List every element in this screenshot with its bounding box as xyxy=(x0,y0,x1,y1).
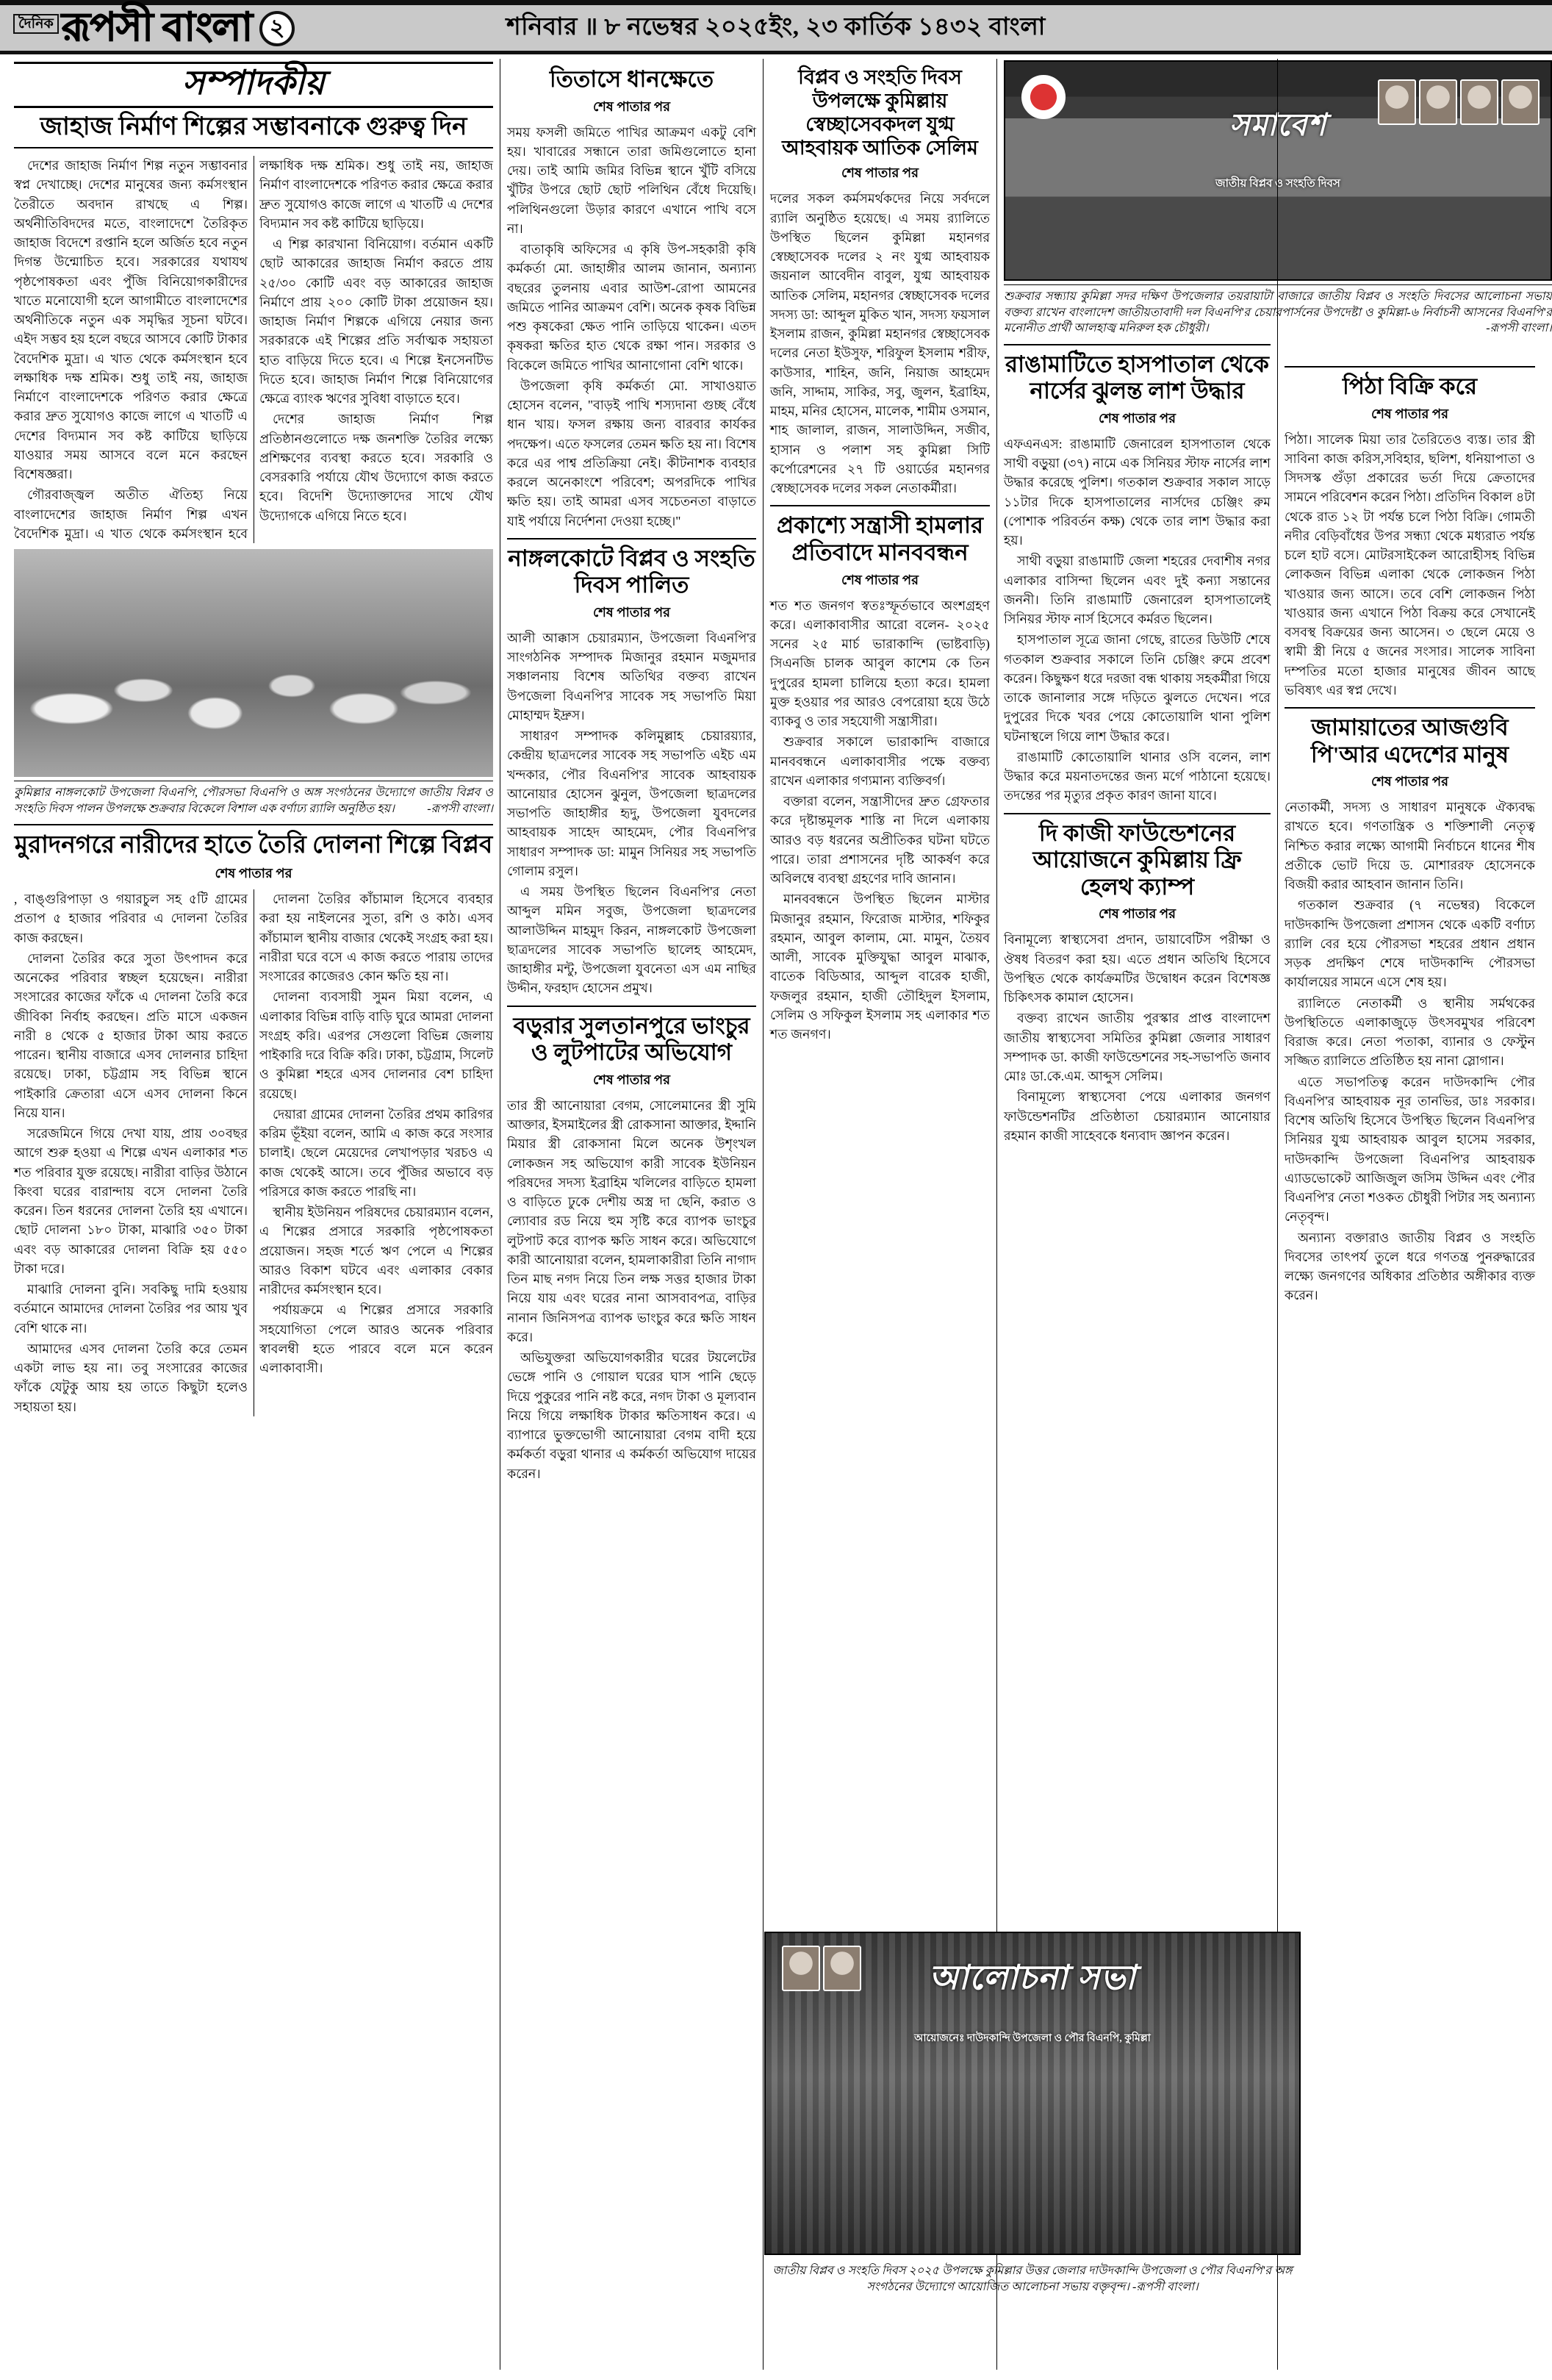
bottom-banner-caption xyxy=(764,2259,1301,2295)
biplob-story-paragraph: দলের সকল কর্মসমর্থকদের নিয়ে সর্বদলে র‌্যালি অনুষ্ঠিত হয়েছে। এ সময় র‌্যালিতে উপস্থিত ছিলেন কুমিল্লা মহানগর স্বেচ্ছাসেবক দলের ২ নং যুগ্ম আহবায়ক জয়নাল আবেদীন বাবুল, যুগ্ম আহবায়ক আতিক সেলিম, মহানগর স্বেচ্ছাসেবক দলের সদস্য ডা: আব্দুল মুকিত খান, সদস্য ফয়সাল ইসলাম রাজন, কুমিল্লা মহানগর স্বেচ্ছাসেবক দলের নেতা ইউসুফ, শরিফুল ইসলাম শরীফ, কাউসার, শাহিন, জনি, নিয়াজ আহমেদ জনি, সাদ্দাম, সাকির, সবু, জুলন, ইব্রাহিম, মাহম, মনির হোসেন, মালেক, শামীম ওসমান, শাহ জালাল, রাজন, সালাউদ্দিন, সজীব, হাসান ও পলাশ সহ কুমিল্লা সিটি কর্পোরেশনের ২৭ টি ওয়ার্ডের মহানগর স্বেচ্ছাসেবক দলের সকল নেতাকর্মীরা। xyxy=(770,191,990,496)
masthead-date: শনিবার ॥ ৮ নভেম্বর ২০২৫ইং, ২৩ কার্তিক ১৪৩২ বাংলা xyxy=(506,14,1046,40)
jamaat-story-jump: শেষ পাতার পর xyxy=(1370,774,1449,789)
manobbondhon-story-jump: শেষ পাতার পর xyxy=(841,572,919,587)
bottom-banner-caption-credit: -রূপসী বাংলা। xyxy=(1132,2280,1199,2293)
biplob-story-headline: বিপ্লব ও সংহতি দিবস উপলক্ষে কুমিল্লায় স্বেচ্ছাসেবকদল যুগ্ম আহবায়ক আতিক সেলিম xyxy=(782,66,978,159)
editorial-body xyxy=(14,156,493,543)
bottom-banner-photo-inner xyxy=(766,1933,1299,2254)
jamaat-story-paragraph: গতকাল শুক্রবার (৭ নভেম্বর) বিকেলে দাউদকান্দি উপজেলা প্রশাসন থেকে একটি বর্ণাঢ্য র‌্যালি বের হয়ে পৌরসভা শহরের প্রধান প্রধান সড়ক প্রদক্ষিণ শেষে দাউদকান্দি পৌরসভা কার্যালয়ের সামনে এসে শেষ হয়। xyxy=(1285,897,1535,990)
feature-paragraph: স্থানীয় ইউনিয়ন পরিষদের চেয়ারম্যান বলেন, এ শিল্পের প্রসারে সরকারি পৃষ্ঠপোষকতা প্রয়োজন। সহজ শর্তে ঋণ পেলে এ শিল্পের আরও বিকাশ ঘটবে এবং এলাকার বেকার নারীদের কর্মসংস্থান হবে। xyxy=(259,1205,493,1297)
top-banner-caption-text: শুক্রবার সন্ধ্যায় কুমিল্লা সদর দক্ষিণ উপজেলার তয়রায়াটা বাজারে জাতীয় বিপ্লব ও সংহতি দিবসের আলোচনা সভায় বক্তব্য রাখেন বাংলাদেশ জাতীয়তাবাদী দল বিএনপি'র চেয়ারপার্সনের উপদেষ্টা ও কুমিল্লা-৬ নির্বাচনী আসনের বিএনপি'র মনোনীত প্রার্থী আলহাজ্ব মনিরুল হক চৌধুরী। xyxy=(1004,290,1552,335)
manobbondhon-story-paragraph: শুক্রবার সকালে ভারাকান্দি বাজারে মানববন্ধনে এলাকাবাসীর পক্ষে বক্তব্য রাখেন এলাকার গণ্যমান্য ব্যক্তিবর্গ। xyxy=(770,734,990,788)
bottom-banner-photo xyxy=(764,1932,1301,2255)
bottom-banner-figures xyxy=(787,2074,1278,2241)
rally-photo-caption xyxy=(14,781,493,817)
feature-paragraph: মাঝারি দোলনা বুনি। সবকিছু দামি হওয়ায় বর্তমানে আমাদের দোলনা তৈরির পর আয় খুব বেশি থাকে না। xyxy=(14,1282,248,1336)
column-5-photo-spacer xyxy=(1285,59,1535,288)
top-banner-caption-credit: -রূপসী বাংলা। xyxy=(1486,322,1552,335)
barura-story-jump: শেষ পাতার পর xyxy=(592,1072,671,1087)
rangamati-story-headline: রাঙামাটিতে হাসপাতাল থেকে নার্সের ঝুলন্ত লাশ উদ্ধার xyxy=(1004,344,1271,405)
bottom-banner-subtitle: আয়োজনেঃ দাউদকান্দি উপজেলা ও পৌর বিএনপি, কুমিল্লা xyxy=(914,2032,1151,2044)
titas-story-headline: তিতাসে ধানক্ষেতে xyxy=(549,66,714,92)
jamaat-story-paragraph: এতে সভাপতিত্ব করেন দাউদকান্দি পৌর বিএনপি'র আহবায়ক নূর তানভির, ডাঃ সরকার। বিশেষ অতিথি হিসেবে উপস্থিত ছিলেন বিএনপি'র সিনিয়র যুগ্ম আহবায়ক আবুল হাসেম সরকার, দাউদকান্দি উপজেলা বিএনপি'র আহবায়ক এ্যাডভোকেট আজিজুল জসিম উদ্দিন এবং পৌর বিএনপি'র নেতা শওকত চৌধুরী পিটার সহ অন্যান্য নেতৃবৃন্দ। xyxy=(1285,1074,1535,1225)
bottom-banner-block xyxy=(764,1932,1301,2298)
titas-story-jump: শেষ পাতার পর xyxy=(592,98,671,114)
pitha-story-headline: পিঠা বিক্রি করে xyxy=(1285,366,1535,401)
rally-caption-text: কুমিল্লার নাঙ্গলকোট উপজেলা বিএনপি, পৌরসভা বিএনপি ও অঙ্গ সংগঠনের উদ্যোগে জাতীয় বিপ্লব ও সংহতি দিবস পালন উপলক্ষে শুক্রবার বিকেলে বিশাল এক বর্ণাঢ্য র‌্যালি অনুষ্ঠিত হয়। xyxy=(14,786,493,815)
kazi-foundation-story-paragraph: বিনামূল্যে স্বাস্থ্যসেবা পেয়ে এলাকার জনগণ ফাউন্ডেশনটির প্রতিষ্ঠাতা চেয়ারম্যান আনোয়ার রহমান কাজী সাহেবকে ধন্যবাদ জ্ঞাপন করেন। xyxy=(1004,1089,1271,1143)
editorial-banner-label: সম্পাদকীয় xyxy=(182,64,325,101)
manobbondhon-story-paragraph: শত শত জনগণ স্বতঃস্ফূর্তভাবে অংশগ্রহণ করে। এলাকাবাসীর আরো বলেন- ২০২৫ সনের ২৫ মার্চ ভারাকান্দি (ভাষ্টবাড়ি) সিএনজি চালক আবুল কাশেম কে তিন দুপুরের হামলা চালিয়ে হত্যা করে। হামলা মুক্ত হওয়ার পর আরও বেপরোয়া হয়ে উঠে ব্যাকবু ও তার সহযোগী সন্ত্রাসীরা। xyxy=(770,598,990,729)
masthead xyxy=(0,0,1552,54)
feature-jump-label: শেষ পাতার পর xyxy=(215,866,292,881)
kazi-foundation-story-jump: শেষ পাতার পর xyxy=(1098,906,1176,922)
column-5 xyxy=(1277,59,1542,2370)
jamaat-story-paragraph: নেতাকর্মী, সদস্য ও সাধারণ মানুষকে ঐক্যবদ্ধ রাখতে হবে। গণতান্ত্রিক ও শক্তিশালী নেতৃত্ব নিশ্চিত করার লক্ষ্যে আগামী নির্বাচনে ধানের শীষ প্রতীকে ভোট দিয়ে ড. মোশাররফ হোসেনকে বিজয়ী করার আহবান জানান তিনি। xyxy=(1285,800,1535,892)
rangamati-story-paragraph: হাসপাতাল সূত্রে জানা গেছে, রাতের ডিউটি শেষে গতকাল শুক্রবার সকালে তিনি চেঞ্জিং রুমে প্রবেশ করেন। কিছুক্ষণ ধরে দরজা বন্ধ থাকায় সহকর্মীরা গিয়ে তাকে জানালার সঙ্গে দড়িতে ঝুলতে দেখেন। পরে দুপুরের দিকে খবর পেয়ে কোতোয়ালি থানা পুলিশ ঘটনাস্থলে গিয়ে লাশ উদ্ধার করে। xyxy=(1004,632,1271,744)
titas-story-paragraph: সময় ফসলী জমিতে পাখির আক্রমণ একটু বেশি হয়। খাবারের সন্ধানে তারা জমিগুলোতে হানা দেয়। তাই আমি জমির বিভিন্ন স্থানে খুঁটি বসিয়ে খুঁটির উপরে ছোট ছোট পলিথিন বেঁধে দিয়েছি। পলিথিনগুলো উড়ার কারণে এখানে পাখি বসে না। xyxy=(507,124,756,236)
editorial-paragraph: গৌরবাজ্জ্বল অতীত ঐতিহ্য নিয়ে বাংলাদেশের জাহাজ নির্মাণ শিল্প এখন বৈদেশিক মুদ্রা। এ খাত থেকে কর্মসংস্থান হবে লক্ষাধিক দক্ষ শ্রমিক। শুধু তাই নয়, জাহাজ নির্মাণ বাংলাদেশকে পরিণত করার ক্ষেত্রে করার দ্রুত সুযোগও কাজে লাগে এ খাতটি এ দেশের বিদ্যমান সব কষ্ট কাটিয়ে ছাড়িয়ে। xyxy=(14,158,493,541)
feature-headline: মুরাদনগরে নারীদের হাতে তৈরি দোলনা শিল্পে বিপ্লব xyxy=(14,824,493,860)
kazi-foundation-story-headline: দি কাজী ফাউন্ডেশনের আয়োজনে কুমিল্লায় ফ্রি হেলথ ক্যাম্প xyxy=(1004,813,1271,901)
editorial-headline: জাহাজ নির্মাণ শিল্পের সম্ভাবনাকে গুরুত্ব দিন xyxy=(14,112,493,148)
barura-story-headline: বড়ুরার সুলতানপুরে ভাংচুর ও লুটপাটের অভিযোগ xyxy=(507,1006,756,1067)
feature-paragraph: দোলনা তৈরির করে সুতা উৎপাদন করে অনেকের পরিবার স্বচ্ছল হয়েছেন। নারীরা সংসারের কাজের ফাঁকে এ দোলনা তৈরি করে জীবিকা নির্বাহ করছেন। প্রতি মাসে একজন নারী ৪ থেকে ৫ হাজার টাকা আয় করতে পারেন। স্থানীয় বাজারে এসব দোলনার চাহিদা রয়েছে। ঢাকা, চট্টগ্রাম সহ বিভিন্ন স্থানে পাইকারি ক্রেতারা এসে এসব দোলনা কিনে নিয়ে যান। xyxy=(14,950,248,1120)
nangalkot-story-jump: শেষ পাতার পর xyxy=(592,604,671,620)
manobbondhon-story-headline: প্রকাশ্যে সন্ত্রাসী হামলার প্রতিবাদে মানববন্ধন xyxy=(770,505,990,566)
jamaat-story-paragraph: র‌্যালিতে নেতাকর্মী ও স্থানীয় সর্মথকের উপস্থিতিতে এলাকাজুড়ে উৎসবমুখর পরিবেশ বিরাজ করে। নেতা পতাকা, ব্যানার ও ফেস্টুন সজ্জিত র‌্যালিতে প্রতিষ্ঠিত হয় নানা স্লোগান। xyxy=(1285,995,1535,1069)
nangalkot-story-paragraph: সাধারণ সম্পাদক কলিমুল্লাহ চেয়ারয়্যার, কেন্দ্রীয় ছাত্রদলের সাবেক সহ সভাপতি এইচ এম খন্দকার, পৌর বিএনপি'র সাবেক আহবায়ক আনোয়ার হোসেন ঝুনুল, উপজেলা ছাত্রদলের সভাপতি জাহাঙ্গীর হৃদু, উপজেলা যুবদলের আহবায়ক সাহেদ আহমেদ, পৌর বিএনপি'র সাধারণ সম্পাদক ডা: মামুন সিনিয়র সহ সভাপতি গোলাম রসুল। xyxy=(507,728,756,878)
top-banner-title: সমাবেশ xyxy=(1229,109,1327,143)
nangalkot-story-headline: নাঙ্গলকোটে বিপ্লব ও সংহতি দিবস পালিত xyxy=(507,538,756,599)
biplob-story-jump: শেষ পাতার পর xyxy=(841,165,919,181)
pitha-story-jump: শেষ পাতার পর xyxy=(1370,406,1449,421)
rally-crowd-figures xyxy=(33,663,474,768)
editorial-paragraph: এ শিল্প কারখানা বিনিয়োগ। বর্তমান একটি ছোট আকারের জাহাজ নির্মাণ করতে প্রায় ২৫/৩০ কোটি এবং বড় আকারের জাহাজ নির্মাণে প্রায় ২০০ কোটি টাকা প্রয়োজন হয়। জাহাজ নির্মাণ শিল্পকে এগিয়ে নেয়ার জন্য সরকারকে এই শিল্পের প্রতি সর্বাত্মক সহায়তা হাত বাড়িয়ে দিতে হবে। এ শিল্পে ইনসেনটিভ দিতে হবে। জাহাজ নির্মাণ শিল্পে বিনিয়োগের ক্ষেত্রে ব্যাংক ঋণের সুবিধা বাড়াতে হবে। xyxy=(259,237,493,406)
jamaat-story-paragraph: অন্যান্য বক্তারাও জাতীয় বিপ্লব ও সংহতি দিবসের তাৎপর্য তুলে ধরে গণতন্ত্র পুনরুদ্ধারের লক্ষ্যে জনগণের অধিকার প্রতিষ্ঠার অঙ্গীকার ব্যক্ত করেন। xyxy=(1285,1230,1535,1303)
page-number-badge: ২ xyxy=(259,11,295,46)
feature-paragraph: আমাদের এসব দোলনা তৈরি করে তেমন একটা লাভ হয় না। তবু সংসারের কাজের ফাঁকে যেটুকু আয় হয় তাতে কিছুটা হলেও সহায়তা হয়। xyxy=(14,1341,248,1414)
feature-paragraph: , বাঙ্গুরিপাড়া ও গয়ারচুল সহ ৫টি গ্রামের প্রতাপ ৫ হাজার পরিবার এ দোলনা তৈরির কাজ করছেন। xyxy=(14,892,248,945)
rally-photo xyxy=(14,549,493,777)
titas-story-paragraph: বাতাকৃষি অফিসের এ কৃষি উপ-সহকারী কৃষি কর্মকর্তা মো. জাহাঙ্গীর আলম জানান, অন্যান্য বছরের তুলনায় এবার আউশ-রোপা আমনের জমিতে পানির আক্রমণ বেশি। অনেক কৃষক বিভিন্ন পশু কৃষকেরা ক্ষেত পানি তাড়িয়ে থাকেন। এতদ কৃষকরা ক্ষতির হাত থেকে রক্ষা পান। সরকার ও বিকেলে জমিতে পাখির আনাগোনা বেশি থাকে। xyxy=(507,242,756,373)
bottom-banner-portraits xyxy=(782,1946,861,1991)
bottom-banner-title: আলোচনা সভা xyxy=(929,1959,1136,1997)
feature-paragraph: সরেজমিনে গিয়ে দেখা যায়, প্রায় ৩০বছর আগে শুরু হওয়া এ শিল্পে এখন এলাকার শত শত পরিবার যুক্ত রয়েছে। নারীরা বাড়ির উঠানে কিংবা ঘরের বারান্দায় বসে দোলনা তৈরি করেন। তিন ধরনের দোলনা তৈরি হয় এখানে। ছোট দোলনা ১৮০ টাকা, মাঝারি ৩৫০ টাকা এবং বড় আকারের দোলনা বিক্রি হয় ৫৫০ টাকা দরে। xyxy=(14,1126,248,1276)
feature-paragraph: দেয়ারা গ্রামের দোলনা তৈরির প্রথম কারিগর করিম ভূঁইয়া বলেন, আমি এ কাজ করে সংসার চালাই। ছেলে মেয়েদের লেখাপড়ার খরচও এ কাজ থেকেই আসে। তবে পুঁজির অভাবে বড় পরিসরে কাজ করতে পারছি না। xyxy=(259,1106,493,1199)
jamaat-story-headline: জামায়াতের আজগুবি পি'আর এদেশের মানুষ xyxy=(1285,707,1535,768)
barura-story-paragraph: তার স্ত্রী আনোয়ারা বেগম, সোলেমানের স্ত্রী সুমি আক্তার, ইসমাইলের স্ত্রী রোকসানা আক্তার, ইদ্দানি মিয়ার স্ত্রী রোকসানা মিলে অনেক উশৃংখল লোকজন সহ অভিযোগ কারী সাবেক ইউনিয়ন পরিষদের সদস্য ইব্রাহিম খলিলের বাড়িতে হামলা ও বাড়িতে ঢুকে দেশীয় অস্ত্র দা ছেনি, করাত ও ল্যোবার রড নিয়ে হুম সৃষ্টি করে ব্যাপক ভাংচুর লুটপাট করে ব্যাপক ক্ষতি সাধন করে। অভিযোগে কারী আনোয়ারা বলেন, হামলাকারীরা তিনি নাগাদ তিন মাছ নগদ নিয়ে তিন লক্ষ সত্তর হাজার টাকা নিয়ে যায় এবং ঘরের নানা আসবাবপত্র, বাড়ির নানান জিনিসপত্র ব্যাপক ভাংচুর করে ক্ষতি সাধন করে। xyxy=(507,1097,756,1344)
editorial-banner xyxy=(14,62,493,108)
rangamati-story-paragraph: সাথী বড়ুয়া রাঙামাটি জেলা শহরের দেবাশীষ নগর এলাকার বাসিন্দা ছিলেন এবং দুই কন্যা সন্তানের জননী। তিনি রাঙামাটি জেনারেল হাসপাতালেই সিনিয়র স্টাফ নার্স হিসেবে কর্মরত ছিলেন। xyxy=(1004,553,1271,627)
kazi-foundation-story-paragraph: বক্তব্য রাখেন জাতীয় পুরস্কার প্রাপ্ত বাংলাদেশ জাতীয় স্বাস্থ্যসেবা সমিতির কুমিল্লা জেলার সাধারণ সম্পাদক ডা. কাজী ফাউন্ডেশনের সহ-সভাপতি জনাব মোঃ ডা.কে.এম. আব্দুস সেলিম। xyxy=(1004,1011,1271,1084)
masthead-daily-label: দৈনিক xyxy=(13,14,59,34)
nangalkot-story-paragraph: আলী আক্কাস চেয়ারম্যান, উপজেলা বিএনপি'র সাংগঠনিক সম্পাদক মিজানুর রহমান মজুমদার সঞ্চালনায় বিশেষ অতিথির বক্তব্য রাখেন উপজেলা বিএনপি'র সাবেক সহ সভাপতি মিয়া মোহাম্মদ ইদ্রুস। xyxy=(507,630,756,723)
rally-photo-inner xyxy=(14,549,493,777)
masthead-title: রূপসী বাংলা xyxy=(61,5,253,49)
manobbondhon-story-paragraph: বক্তারা বলেন, সন্ত্রাসীদের দ্রুত গ্রেফতার করে দৃষ্টান্তমূলক শাস্তি না দিলে এলাকায় আরও বড় ধরনের অপ্রীতিকর ঘটনা ঘটতে পারে। তারা প্রশাসনের দৃষ্টি আকর্ষণ করে অবিলম্বে ব্যবস্থা গ্রহণের দাবি জানান। xyxy=(770,794,990,886)
column-2 xyxy=(500,59,763,2370)
column-5-caption-spacer xyxy=(1285,288,1535,359)
rangamati-story-jump: শেষ পাতার পর xyxy=(1098,410,1176,426)
editorial-paragraph: দেশের জাহাজ নির্মাণ শিল্প নতুন সম্ভাবনার স্বপ্ন দেখাচ্ছে। দেশের মানুষের জন্য কর্মসংস্থান তৈরীতে অবদান রাখছে এ শিল্প। অর্থনীতিবিদদের মতে, বাংলাদেশে তৈরিকৃত জাহাজ বিদেশে রপ্তানি হলে অর্জিত হবে নতুন দিগন্ত উন্মোচিত হবে। সরকারের যথাযথ পৃষ্ঠপোষকতা এবং পুঁজি বিনিয়োগকারীদের খাতে মনোযোগী হলে আগামীতে বাংলাদেশের অর্থনীতিকে নতুন এক সমৃদ্ধির সূচনা ঘটবে। এইদ সম্ভব হয় হলে বছরে আসবে কোটি টাকার বৈদেশিক মুদ্রা। এ খাত থেকে কর্মসংস্থান হবে লক্ষাধিক দক্ষ শ্রমিক। শুধু তাই নয়, জাহাজ নির্মাণে বাংলাদেশকে পরিণত করার ক্ষেত্রে করার দ্রুত সুযোগও কাজে লাগে এ খাতটি এ দেশের বিদ্যমান সব কষ্ট কাটিয়ে ছাড়িয়ে যাওয়ার সময় আসবে বলে মনে করছেন বিশেষজ্ঞরা। xyxy=(14,158,248,482)
kazi-foundation-story-paragraph: বিনামূল্যে স্বাস্থ্যসেবা প্রদান, ডায়াবেটিস পরীক্ষা ও ঔষধ বিতরণ করা হয়। এতে প্রধান অতিথি হিসেবে উপস্থিত থেকে কার্যক্রমটির উদ্বোধন করেন বিশেষজ্ঞ চিকিৎসক কামাল হোসেন। xyxy=(1004,932,1271,1006)
column-1 xyxy=(7,59,500,2370)
rally-caption-credit: -রূপসী বাংলা। xyxy=(427,802,493,815)
barura-story-paragraph: অভিযুক্তরা অভিযোগকারীর ঘরের টয়লেটের ভেঙ্গে পানি ও গোয়াল ঘরের ঘাস পানি ছেড়ে দিয়ে পুকুরের পানি নষ্ট করে, নগদ টাকা ও মূল্যবান নিয়ে গিয়ে লক্ষাধিক টাকার ক্ষতিসাধন করে। এ ব্যাপারে ভুক্তভোগী আনোয়ারা বেগম বাদী হয়ে কর্মকর্তা বড়ুরা থানার এ কর্মকর্তা অভিযোগ দায়ের করেন। xyxy=(507,1350,756,1481)
feature-paragraph: পর্যায়ক্রমে এ শিল্পের প্রসারে সরকারি সহযোগিতা পেলে আরও অনেক পরিবার স্বাবলম্বী হতে পারবে বলে মনে করেন এলাকাবাসী। xyxy=(259,1302,493,1376)
nangalkot-story-paragraph: এ সময় উপস্থিত ছিলেন বিএনপি'র নেতা আব্দুল মমিন সবুজ, উপজেলা ছাত্রদলের আলাউদ্দিন মাহমুদ কিরন, নাঙ্গলকোট উপজেলা ছাত্রদলের সাবেক সভাপতি ছালেহ আহমেদ, জাহাঙ্গীর মন্টু, উপজেলা যুবনেতা এস এম নাছির উদ্দীন, ফরহাদ হোসেন প্রমুখ। xyxy=(507,884,756,996)
feature-paragraph: দোলনা ব্যবসায়ী সুমন মিয়া বলেন, এ এলাকার বিভিন্ন বাড়ি বাড়ি ঘুরে আমরা দোলনা সংগ্রহ করি। এরপর সেগুলো বিভিন্ন জেলায় পাইকারি দরে বিক্রি করি। ঢাকা, চট্টগ্রাম, সিলেট ও কুমিল্লা শহরে এসব দোলনার বেশ চাহিদা রয়েছে। xyxy=(259,989,493,1101)
feature-paragraph: দোলনা তৈরির কাঁচামাল হিসেবে ব্যবহার করা হয় নাইলনের সুতা, রশি ও কাঠ। এসব কাঁচামাল স্থানীয় বাজার থেকেই সংগ্রহ করা হয়। নারীরা ঘরে বসে এ কাজ করতে পারায় তাদের সংসারের কাজেরও কোন ক্ষতি হয় না। xyxy=(259,892,493,984)
top-banner-subtitle: জাতীয় বিপ্লব ও সংহতি দিবস xyxy=(1215,177,1340,190)
bottom-banner-caption-text: জাতীয় বিপ্লব ও সংহতি দিবস ২০২৫ উপলক্ষে কুমিল্লার উত্তর জেলার দাউদকান্দি উপজেলা ও পৌর বিএনপি'র অঙ্গ সংগঠনের উদ্যোগে আয়োজিত আলোচনা সভায় বক্তৃবৃন্দ। xyxy=(772,2265,1293,2293)
manobbondhon-story-paragraph: মানববন্ধনে উপস্থিত ছিলেন মাস্টার মিজানুর রহমান, ফিরোজ মাস্টার, শফিকুর রহমান, আবুল কালাম, মো. মামুন, তৈয়ব আলী, সাবেক মুক্তিযুদ্ধা আবুল মাঝাক, বাতেক বিডিআর, আব্দুল বারেক হাজী, ফজলুর রহমান, হাজী তৌহিদুল ইসলাম, সেলিম ও সফিকুল ইসলাম সহ এলাকার শত শত জনগণ। xyxy=(770,892,990,1042)
pitha-story-paragraph: পিঠা। সালেক মিয়া তার তৈরিতেও ব্যস্ত। তার স্ত্রী সাবিনা কাজ করিস,সবিহার, ছলিশ, ধনিয়াপাতা ও সিদসস্ক গুঁড়া প্রকারের ভর্তা দিয়ে ক্রেতাদের সামনে পরিবেশন করেন পিঠা। প্রতিদিন বিকাল ৪টা থেকে রাত ১২ টা পর্যন্ত চলে পিঠা বিক্রি। গোমতী নদীর বেড়িবাঁধের উপর সন্ধ্যা থেকে মধ্যরাত পর্যন্ত চলে হাট বসে। মোটরসাইকেল আরোহীসহ বিভিন্ন লোকজন বিভিন্ন এলাকা থেকে লোকজন পিঠা খাওয়ার জন্য আসে। তবে বেশি লোকজন পিঠা খাওয়ার জন্য এখানে পিঠা বিক্রয় করে সেখানেই বসবস্থ বিক্রয়ের জন্য আসেন। ৩ ছেলে মেয়ে ও স্বামী স্ত্রী নিয়ে ৫ জনের সংসার। সালেক সাবিনা দম্পতির মতো হাজার মানুষের জীবন আছে ভবিষ্যৎ এর স্বপ্ন দেখে। xyxy=(1285,431,1535,698)
rangamati-story-paragraph: রাঙামাটি কোতোয়ালি থানার ওসি বলেন, লাশ উদ্ধার করে ময়নাতদন্তের জন্য মর্গে পাঠানো হয়েছে। তদন্তের পর মৃত্যুর প্রকৃত কারণ জানা যাবে। xyxy=(1004,749,1271,803)
editorial-paragraph: দেশের জাহাজ নির্মাণ শিল্প প্রতিষ্ঠানগুলোতে দক্ষ জনশক্তি তৈরির লক্ষ্যে প্রশিক্ষণের ব্যবস্থা করতে হবে। সরকারি ও বেসরকারি পর্যায়ে যৌথ উদ্যোগে কাজ করতে হবে। বিদেশি উদ্যোক্তাদের সাথে যৌথ উদ্যোগকে এগিয়ে নিতে হবে। xyxy=(259,412,493,523)
rangamati-story-paragraph: এফএনএস: রাঙামাটি জেনারেল হাসপাতাল থেকে সাথী বড়ুয়া (৩৭) নামে এক সিনিয়র স্টাফ নার্সের লাশ উদ্ধার করেছে পুলিশ। গতকাল শুক্রবার সকাল সাড়ে ১১টার দিকে হাসপাতালের নার্সদের চেঞ্জিং রুম (পোশাক পরিবর্তন কক্ষ) থেকে তার লাশ উদ্ধার করা হয়। xyxy=(1004,436,1271,548)
titas-story-paragraph: উপজেলা কৃষি কর্মকর্তা মো. সাখাওয়াত হোসেন বলেন, "বাড়ই পাখি শস্যদানা গুচ্ছ বেঁধে ধান খায়। ফসল রক্ষায় জন্য বারবার কার্যকর পদক্ষেপ। এতে ফসলের তেমন ক্ষতি হয় না। বিশেষ করে এর পাশ্ব প্রতিক্রিয়া নেই। কীটনাশক ব্যবহার করলে অনেকাংশে পরিবেশ; অপরদিকে পাখির ক্ষতি হয়। তাই আমরা এসব সচেতনতা বাড়াতে যাই পর্যায়ে নির্দেশনা দেওয়া হচ্ছে।" xyxy=(507,378,756,528)
feature-body xyxy=(14,889,493,1416)
